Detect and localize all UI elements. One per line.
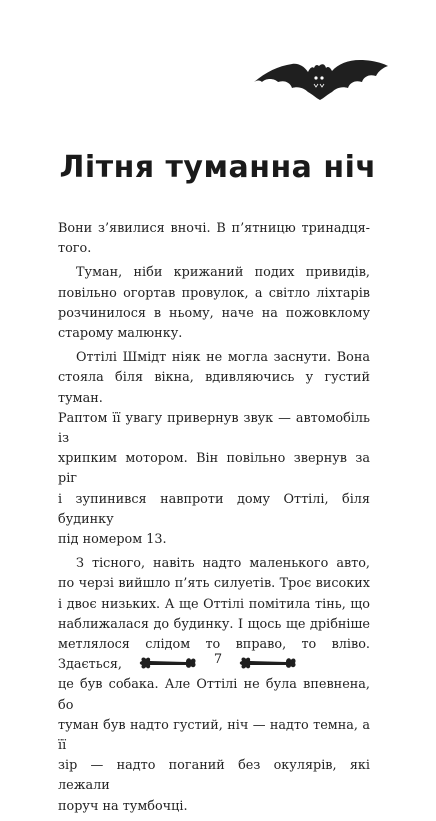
text-line: туман був надто густий, ніч — надто темна, а її: [58, 717, 370, 754]
paragraph: [58, 348, 370, 550]
page-number: 7: [213, 652, 223, 667]
text-line: це був собака. Але Оттілі не була впевнена, бо: [58, 677, 370, 713]
text-line: старому малюнку.: [58, 326, 183, 342]
body-text: [58, 219, 370, 821]
paragraph: [58, 219, 370, 259]
paragraph: [58, 554, 370, 817]
text-line: і двоє низьких. А ще Оттілі помітила тінь, що: [58, 596, 370, 612]
text-line: стояла біля вікна, вдивляючись у густий туман.: [58, 370, 370, 406]
text-line: того.: [58, 241, 92, 257]
paragraph: [58, 263, 370, 344]
text-line: поруч на тумбочці.: [58, 798, 188, 814]
text-line: і зупинився навпроти дому Оттілі, біля будинку: [58, 491, 370, 527]
text-line: Туман, ніби крижаний подих привидів,: [76, 265, 370, 281]
text-line: Оттілі Шмідт ніяк не могла заснути. Вона: [76, 350, 370, 366]
text-line: по черзі вийшло п’ять силуетів. Троє високих: [58, 576, 370, 592]
text-line: розчинилося в ньому, наче на пожовклому: [58, 305, 370, 321]
text-line: Раптом її увагу привернув звук — автомобіль із: [58, 410, 370, 447]
bone-icon: [238, 656, 298, 670]
text-line: З тісного, навіть надто маленького авто,: [76, 556, 370, 572]
text-line: хрипким мотором. Він повільно звернув за ріг: [58, 451, 370, 487]
text-line: зір — надто поганий без окулярів, які лежали: [58, 758, 370, 794]
text-line: Вони з’явилися вночі. В п’ятницю тринадця-: [58, 221, 370, 236]
chapter-title: Літня туманна ніч: [59, 150, 377, 185]
text-line: повільно огортав провулок, а світло ліхтарів: [58, 285, 370, 301]
text-line: метлялося слідом то вправо, то вліво. Здається,: [58, 637, 370, 673]
page-footer: [0, 650, 436, 674]
text-line: наближалася до будинку. І щось ще дрібніше: [58, 616, 370, 632]
bat-icon: [252, 54, 390, 104]
text-line: під номером 13.: [58, 532, 167, 548]
